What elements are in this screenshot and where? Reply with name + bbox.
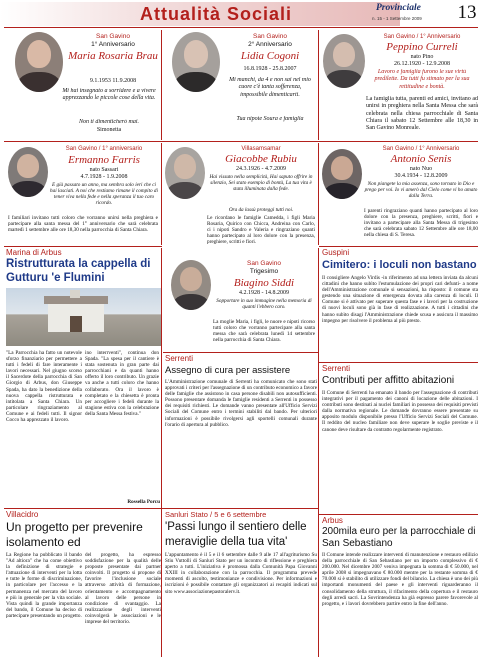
obit-text: Lavoro e famiglia furono le sue virtù predilette. Da tutti fu stimato per la sua rettitudine e bontà. [374, 69, 470, 90]
obit-text: Mi manchi, da 4 e non sai nel mio cuore c'è tanta sofferenza, impossibile dimenticarti. [229, 77, 311, 98]
article-body-col2: ino interrventi", continua don Spada. "La spesa per il cantiere è stata sostenuta in gran parte dai parrocchiani e da quanti hanno offerto il loro contributo. Un grazie va anche a tutti coloro che hanno collaborato. Ora il lavoro è completato e la chiesetta è pronta per accogliere i fedeli durante la stagione estiva con la celebrazione della Santa Messa festiva." [85, 350, 159, 417]
masthead-logo: Provinciale [376, 3, 421, 13]
obit-born: nato Pino [410, 54, 434, 60]
article-section: Arbus [322, 516, 343, 525]
article-san-sebastiano [320, 516, 478, 657]
obit-dates: 26.12.1920 - 12.9.2008 [394, 61, 450, 67]
obit-town: San Gavino / 1° anniversario [65, 146, 143, 152]
page-header [0, 0, 482, 30]
obit-name: Biagino Siddi [233, 277, 295, 289]
obit-town: San Gavino [247, 260, 281, 267]
obit-name: Maria Rosaria Brau [68, 50, 158, 62]
article-section: Serrenti [322, 364, 351, 373]
portrait-photo [172, 32, 220, 92]
obit-town: Villasamsamar [241, 146, 281, 152]
row-rule [4, 141, 478, 142]
portrait-photo [15, 32, 63, 92]
obit-text-2: I familiari invitano tutti coloro che vorranno unirsi nella preghiera e partecipare alla santa messa del 1° anniversario che sarà celebrata martedì 1 settembre alle ore 18,30 nella parrocchia di Santa Chiara. [8, 215, 158, 234]
article-body: L'Amministrazione comunale di Serrenti ha comunicato che sono stati approvati i criteri per l'assegnazione di un contributo economico a favore delle famiglie che assistono in casa persone disabili non autosufficienti. Possono presentare domanda le famiglie residenti a Serrenti in possesso dei requisiti richiesti. Le domande vanno presentate all'Ufficio Servizi Sociali del Comune entro i termini stabiliti dal bando. Per ulteriori informazioni è possibile rivolgersi agli sportelli comunali durante l'orario di apertura al pubblico. [165, 379, 317, 428]
portrait-body [17, 72, 61, 92]
article-title: 200mila euro per la parrocchiale di San Sebastiano [322, 526, 476, 549]
article-guspini-cimitero [320, 248, 478, 360]
article-title: Un progetto per prevenire isolamento ed [6, 520, 143, 549]
row-rule [163, 352, 318, 353]
col-rule [161, 30, 162, 140]
article-section: Marina di Arbus [6, 248, 62, 257]
col-rule [161, 143, 162, 245]
chapel-bell [70, 290, 80, 298]
obit-peppino [320, 30, 478, 140]
portrait-head [174, 154, 196, 179]
portrait-head [331, 156, 353, 180]
obit-name: Antonio Senis [390, 153, 452, 165]
article-title: Assegno di cura per assistere [165, 365, 291, 376]
portrait-photo [322, 149, 362, 199]
article-serrenti-affitto [320, 364, 478, 514]
col-rule [161, 248, 162, 657]
obit-text-2: La moglie Maria, i figli, le nuore e nipoti ricorso tutti coloro che vorranno partecipare alla santa messa che sarà celebrata lunedì 14 settembre nella parrocchia di Santa Chiara. [213, 319, 315, 344]
obit-anniversary: 1° Anniversario [91, 41, 135, 48]
obit-text: E già passato un anno, ma sembra solo ieri che ci hai lasciati. A noi che restiamo rimane il compito di tener viva nella fede e nella speranza il tuo caro ricordo. [50, 182, 158, 207]
obit-text: Sopportare in suo immagine nella memoria di quanti l'ebbero caro. [216, 298, 312, 311]
obit-biagino [163, 258, 316, 352]
portrait-body [10, 181, 46, 197]
obit-born: nato Sassari [89, 167, 119, 173]
obit-text: Non piangete la mia assenza, sono tornato in Dio e prego per voi. Io vi amerò dal Cielo come vi ho amato dalla Terra. [364, 181, 478, 200]
portrait-body [173, 294, 209, 310]
header-rule [4, 27, 478, 28]
issue-line: n. 15 - 1 Settembre 2009 [372, 16, 422, 21]
article-body: Il consigliere Angelo Virdis -in riferimento ad una lettera inviata da alcuni cittadini che hanno subìto l'estumulazione dei propri cari defunti- a nome dell'Amministrazione comunale si sensazioni, ha risposto: il comune sta gestendo una situazione di emergenza dovuta alla carenza di loculi. Il Comune si è attivato per superare questa fase e i lavori per la costruzione di nuovi loculi sono già in fase di realizzazione. A tutti i cittadini che hanno subìto disagi l'Amministrazione chiede scusa e assicura il massimo impegno per risolvere il problema al più presto. [322, 275, 478, 324]
article-sanluri [163, 510, 317, 657]
section-title: Attualità Sociali [139, 4, 293, 24]
article-villacidro [4, 510, 161, 657]
col-rule [318, 30, 319, 140]
obit-text-2: Non ti dimenticherò mai. [79, 119, 139, 125]
portrait-head [17, 154, 39, 178]
obit-text: Mi hai insegnato a sorridere e a vivere apprezzando le piccole cose della vita. [62, 88, 156, 102]
portrait-head [27, 40, 51, 68]
article-signature: Rossella Porcu [127, 499, 160, 505]
row-rule [319, 362, 478, 363]
obit-sign: Simonetta [96, 127, 122, 133]
article-body-col1: La Regione ha pubblicato il bando "Ad altiora" che ha come obiettivo la definizione di strategie e l'attuazione di interventi per la lotta e tutte le forme di discriminazione, in particolare per l'accesso e la permanenza nel mercato del lavoro e più in generale per la vita sociale. Vista quindi la grande importanza del bando, il Comune ha deciso di partecipare presentando un progetto. [6, 552, 82, 619]
portrait-body [167, 182, 203, 199]
article-body-col1: "La Parrocchia ha fatto un notevole sforzo finanziario per permettere a tutti i fedeli di fare interamente i lavori necessari. Nel giugno scorso il Sacerdote della parrocchia di San Giorgio di Arbus, don Giuseppe Spada, ha dato la benedizione della nuova cappella ristrutturata e intitolata a Santa Chiara. Un particolare ringraziamento al Comune e ai fedeli tutti. Il signor Cocco ha apprezzato il lavoro. [6, 350, 82, 424]
portrait-head [184, 40, 208, 68]
row-rule [319, 514, 478, 515]
obit-born: nato Nuo [409, 166, 433, 172]
obit-text-2: Tua nipote Soura e famiglia [236, 116, 304, 122]
portrait-photo [8, 147, 48, 197]
chapel-photo [6, 288, 161, 346]
obit-town: San Gavino / 1° Anniversario [382, 146, 460, 152]
portrait-body [324, 183, 360, 199]
portrait-body [325, 70, 363, 88]
obit-town: San Gavino / 1° Anniversario [383, 34, 461, 40]
obit-anniversary: 2° Anniversario [248, 41, 292, 48]
article-body: Il Comune di Serrenti ha emanato il bando per l'assegnazione di contributi integrativi per il pagamento dei canoni di locazione delle abitazioni. I contributi sono destinati ai nuclei familiari in possesso dei requisiti previsti dalla normativa regionale. Le domande dovranno essere presentate su apposito modulo disponibile presso l'Ufficio Servizi Sociali del Comune. Il reddito del nucleo familiare non deve superare le soglie previste e il canone deve risultare da contratto regolarmente registrato. [322, 390, 478, 433]
page-number: 13 [457, 2, 477, 23]
chapel-door [70, 316, 82, 332]
obit-dates: 24.3.1926 - 4.7.2009 [236, 166, 286, 172]
obit-name: Lidia Cogoni [240, 50, 300, 62]
article-title: Contributi per affitto abitazioni [322, 375, 455, 386]
article-section: Villacidro [6, 510, 39, 519]
portrait-body [174, 72, 218, 92]
obit-dates: 4.2.1928 - 14.8.2009 [239, 290, 289, 296]
article-section: Sanluri Stato / 5 e 6 settembre [165, 510, 267, 519]
obit-dates: 30.4.1934 - 12.8.2009 [394, 173, 448, 179]
obit-dates: 9.1.1953 11.9.2008 [89, 78, 137, 84]
obit-maria [6, 30, 159, 140]
col-rule [318, 248, 319, 657]
article-section: Serrenti [165, 354, 194, 363]
obit-name: Ermanno Farris [68, 154, 140, 166]
obit-antonio [320, 143, 478, 245]
col-rule [318, 143, 319, 245]
article-body: L'appuntamento è il 5 e il 6 settembre dalle 9 alle 17 all'agriturismo Su Stiu Vuttolli di Sanluri Stato per un incontro di riflessione e preghiera aperto a tutti. L'iniziativa è promossa dalla Comunità Papa Giovanni XXIII in collaborazione con la parrocchia. Il programma prevede momenti di ascolto, testimonianze e condivisione. Per informazioni e iscrizioni è possibile contattare gli organizzatori ai recapiti indicati sul sito www.associazionepastoralerv.it. [165, 552, 317, 595]
obit-town: San Gavino [96, 33, 130, 40]
article-body-col2: del progetto, ha espresso soddisfazione per la qualità delle proposte presentate dai partner coinvolti. Il progetto si propone di favorire l'inclusione sociale attraverso attività di formazione, orientamento e accompagnamento al lavoro delle persone in condizione di svantaggio. La realizzazione degli interventi coinvolgerà le associazioni e le imprese del territorio. [85, 552, 161, 626]
article-body: Il Comune intende realizzare interventi di manutenzione e restauro edilizio della parrocchiale di San Sebastiano per un importo complessivo di € 200.000. Nel dicembre 2007 veniva impegnata la somma di € 50.000, nel aprile 2008 si impegnavano € 80.000 mentre per la restante somma di € 70.000 si è stabilito di utilizzare fondi del bilancio. La chiesa è uno dei più importanti monumenti del paese e gli interventi riguarderanno il consolidamento della struttura, il rifacimento della copertura e il restauro degli arredi sacri. La Sovrintendenza ha già espresso parere favorevole al progetto, e i lavori dovrebbero partire entro la fine dell'anno. [322, 552, 478, 607]
obit-text: Hai vissuto nella semplicità, Hai saputo offrire in silenzio, Sei stato esempio di bontà, La tua vita è stata illuminata dalla fede. [209, 174, 313, 193]
obit-dates: 4.7.1928 - 1.9.2008 [80, 174, 128, 180]
obit-text-2: Ora da lassù proteggi tutti noi. [228, 207, 294, 213]
article-serrenti-assegno [163, 354, 317, 504]
row-rule [319, 246, 478, 247]
portrait-head [180, 267, 202, 291]
article-title: Cimitero: i loculi non bastano [322, 259, 477, 271]
obit-dates: 16.8.1928 - 25.8.2007 [243, 66, 297, 72]
article-title: 'Passi lungo il sentiero delle meraviglie della tua vita' [165, 521, 307, 548]
portrait-photo [165, 147, 205, 199]
obit-name: Giacobbe Rubiu [225, 153, 297, 165]
obit-ermanno [6, 143, 159, 245]
row-rule [4, 246, 162, 247]
portrait-photo [171, 260, 211, 310]
obit-giacobbe [163, 143, 316, 255]
obit-text-2: La famiglia tutta, parenti ed amici, invitano ad unirsi in preghiera nella Santa Messa che sarà celebrata nella chiesa parrocchiale di Santa Chiara il sabato 12 Settembre alle 18,30 in San Gavino Monreale. [366, 96, 478, 132]
article-section: Guspini [322, 248, 350, 257]
obit-name: Peppino Curreli [386, 41, 458, 53]
portrait-photo [323, 34, 365, 88]
obit-town: San Gavino [253, 33, 287, 40]
portrait-head [333, 42, 355, 67]
obit-text-3: Le ricordano le famiglie Camedda, i figli Maria Rosaria, Quirico con Chicca, Andreina con Carlo, ci i nipoti Sandro e Valeria e ringraziano quanti hanno partecipato al loro dolore con la presenza, preghiere, scritti e fiori. [207, 215, 315, 246]
obit-anniversary: Trigesimo [249, 268, 279, 275]
obit-text-2: I parenti ringraziano quanti hanno partecipato al loro dolore con la presenza, preghiere, scritti, fiori e invitano a partecipare alla Santa Messa di trigesimo che sarà celebrata sabato 12 Settembre alle ore 18,00 nella chiesa di S. Teresa. [364, 208, 478, 239]
article-title: Ristrutturata la cappella di Gutturu 'e Flumini [6, 258, 151, 284]
obit-lidia [163, 30, 316, 140]
